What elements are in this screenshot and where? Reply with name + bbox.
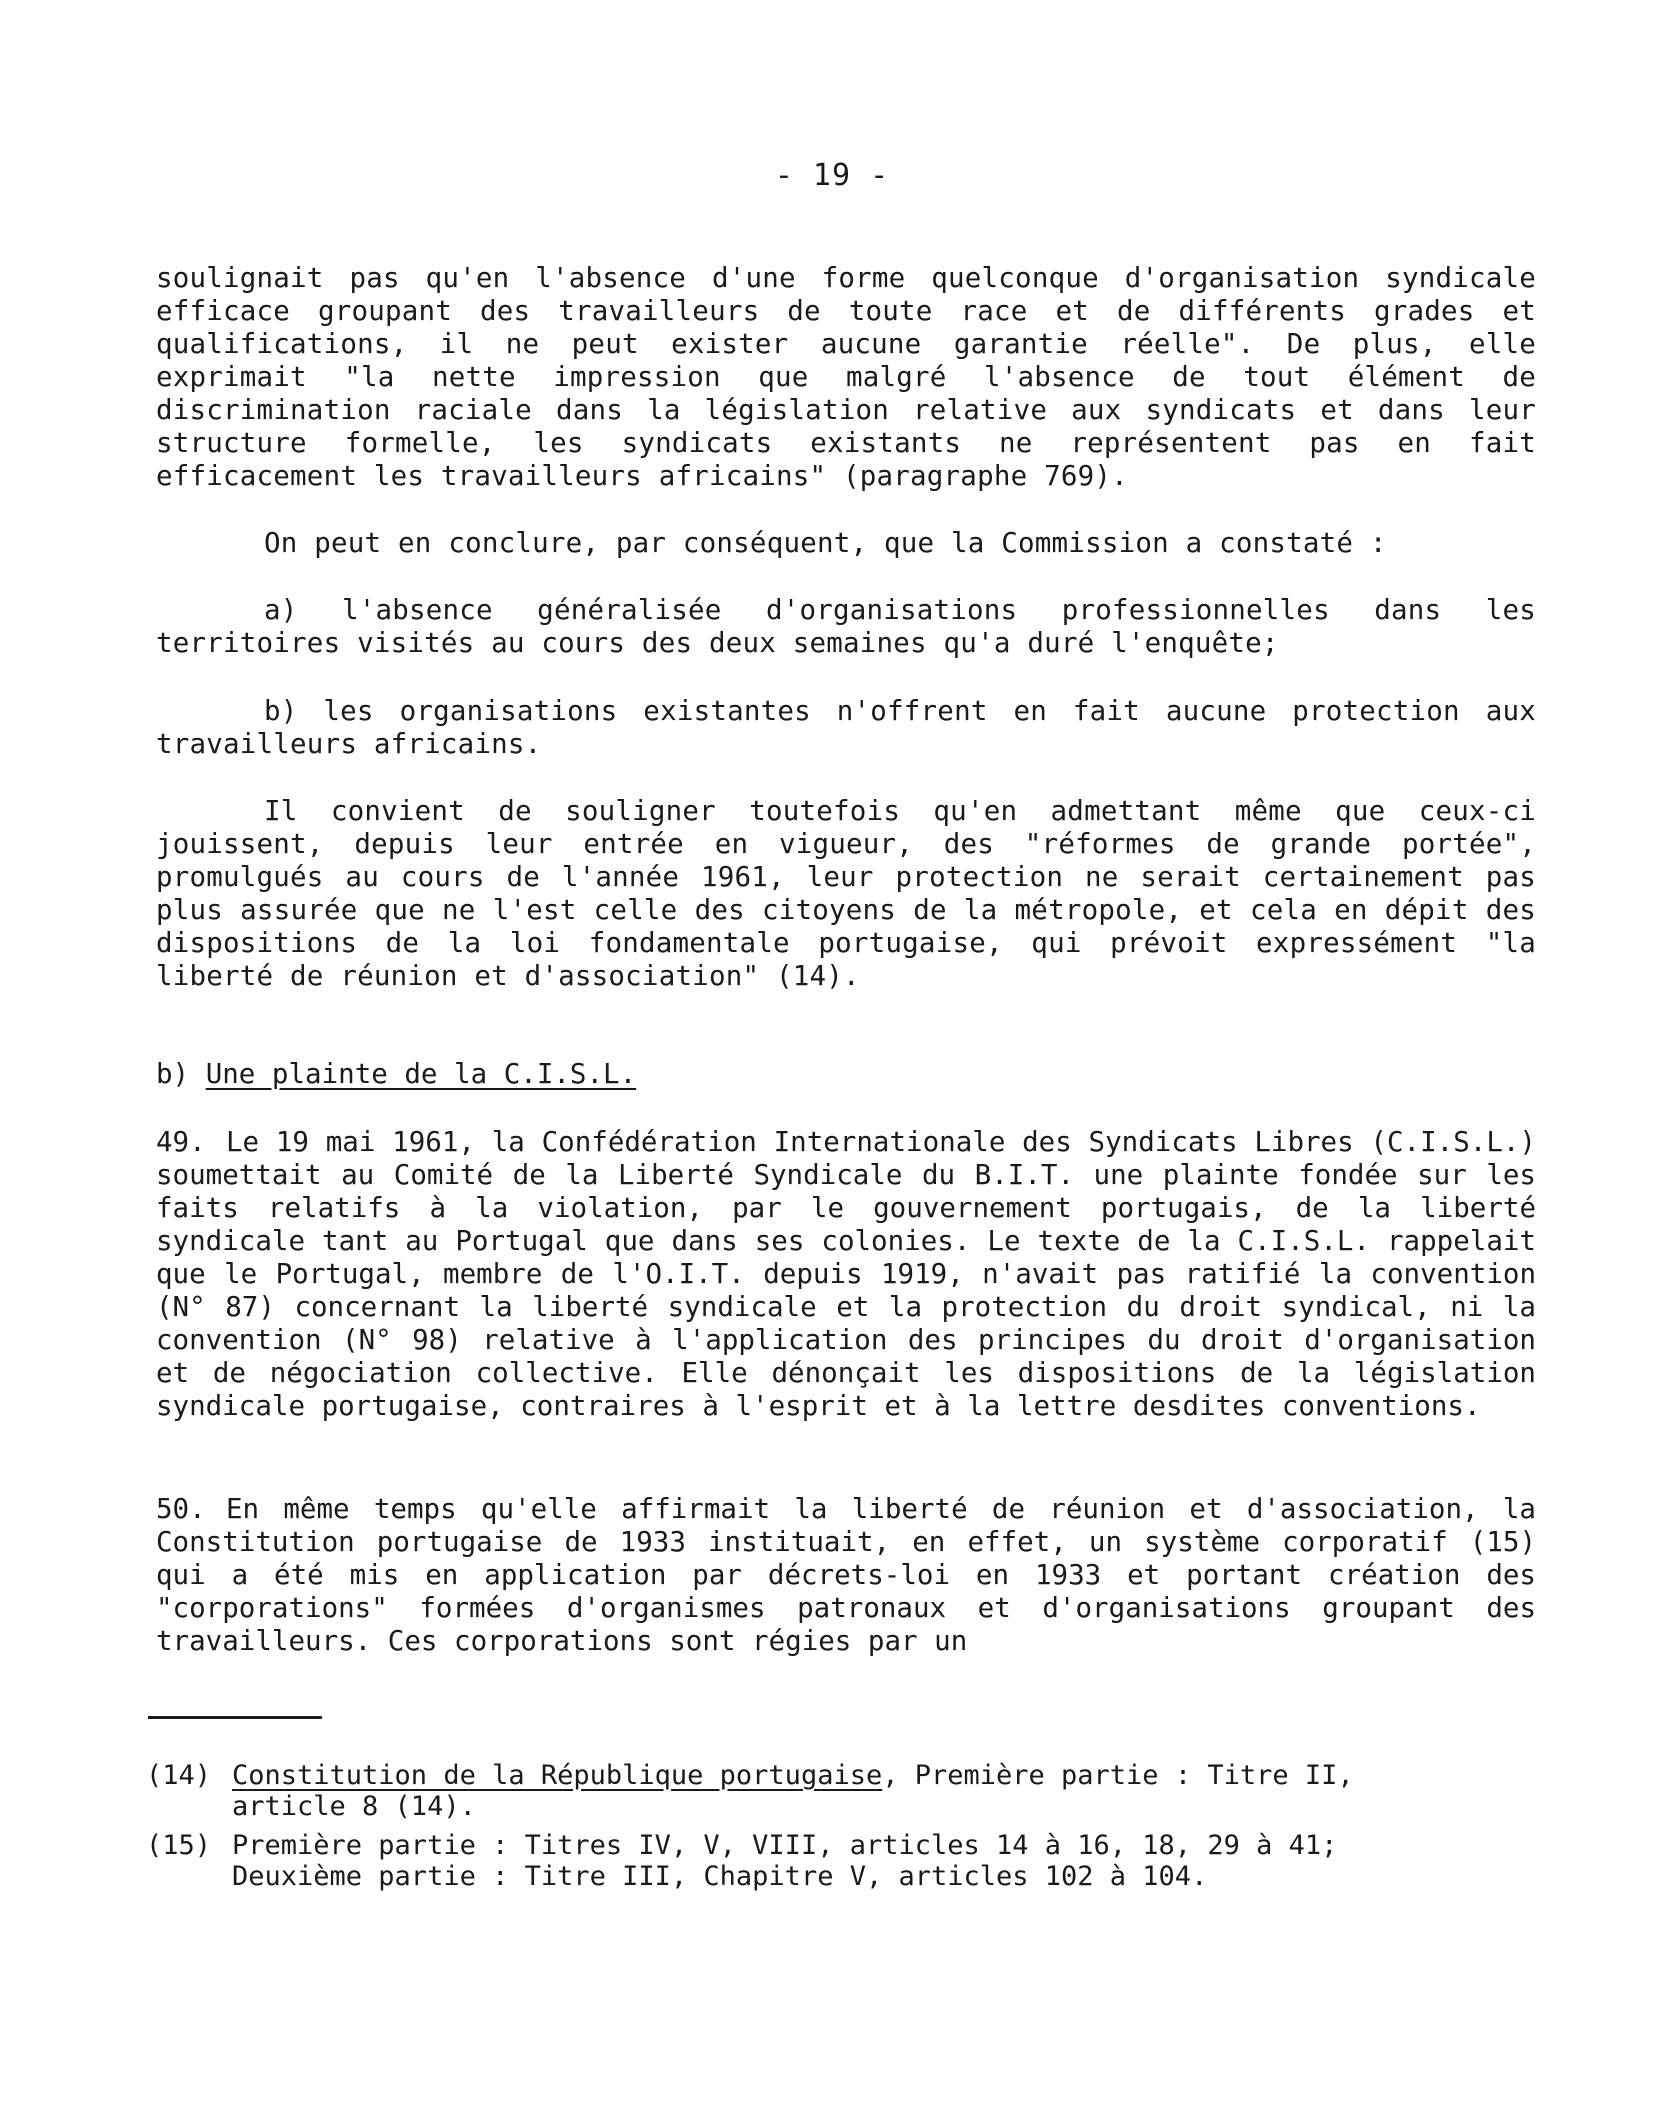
footnote-number: (15): [146, 1830, 212, 1861]
footnote-title: Constitution de la République portugaise: [232, 1760, 883, 1791]
paragraph-text: En même temps qu'elle affirmait la liberté de réunion et d'association, la Constitution portugaise de 1933 instituait, en effet, un système corporatif (15) qui a été mis en application par décrets-loi en 1933 et portant création des "corporations" formées d'organismes patronaux et d'organisations groupant des travailleurs. Ces corporations sont régies par un: [156, 1493, 1536, 1657]
section-letter: b): [156, 1058, 190, 1090]
footnote-continuation: Deuxième partie : Titre III, Chapitre V, articles 102 à 104.: [232, 1861, 1208, 1892]
paragraph-text: Le 19 mai 1961, la Confédération Internationale des Syndicats Libres (C.I.S.L.) soumettait au Comité de la Liberté Syndicale du B.I.T. une plainte fondée sur les faits relatifs à la violation, par le gouvernement portugais, de la liberté syndicale tant au Portugal que dans ses colonies. Le texte de la C.I.S.L. rappelait que le Portugal, membre de l'O.I.T. depuis 1919, n'avait pas ratifié la convention (N° 87) concernant la liberté syndicale et la protection du droit syndical, ni la convention (N° 98) relative à l'application des principes du droit d'organisation et de négociation collective. Elle dénonçait les dispositions de la législation syndicale portugaise, contraires à l'esprit et à la lettre desdites conventions.: [156, 1126, 1536, 1422]
section-heading: [156, 1058, 636, 1091]
footnote-separator: [148, 1716, 322, 1719]
paragraph-reforms: Il convient de souligner toutefois qu'en admettant même que ceux-ci jouissent, depuis leur entrée en vigueur, des "réformes de grande portée", promulgués au cours de l'année 1961, leur protection ne serait certainement pas plus assurée que ne l'est celle des citoyens de la métropole, et cela en dépit des dispositions de la loi fondamentale portugaise, qui prévoit expressément "la liberté de réunion et d'association" (14).: [156, 795, 1536, 992]
paragraph-continuation: soulignait pas qu'en l'absence d'une forme quelconque d'organisation syndicale efficace groupant des travailleurs de toute race et de différents grades et qualifications, il ne peut exister aucune garantie réelle". De plus, elle exprimait "la nette impression que malgré l'absence de tout élément de discrimination raciale dans la législation relative aux syndicats et dans leur structure formelle, les syndicats existants ne représentent pas en fait efficacement les travailleurs africains" (paragraphe 769).: [156, 262, 1536, 492]
page-number: - 19 -: [774, 158, 890, 193]
footnote-number: (14): [146, 1760, 212, 1791]
footnote-text: , Première partie : Titre II,: [882, 1760, 1354, 1791]
numbered-paragraph-50: [156, 1493, 1536, 1658]
numbered-paragraph-49: [156, 1126, 1536, 1423]
paragraph-number: 50.: [156, 1493, 206, 1525]
footnote-text: Première partie : Titres IV, V, VIII, articles 14 à 16, 18, 29 à 41;: [232, 1830, 1338, 1861]
footnote-14: [146, 1760, 1476, 1822]
paragraph-number: 49.: [156, 1126, 206, 1158]
section-title: Une plainte de la C.I.S.L.: [205, 1058, 637, 1090]
paragraph-conclusion: On peut en conclure, par conséquent, que la Commission a constaté :: [264, 527, 1387, 559]
footnote-continuation: article 8 (14).: [232, 1791, 476, 1822]
list-item-b: b) les organisations existantes n'offrent en fait aucune protection aux travailleurs africains.: [156, 695, 1536, 760]
footnote-15: [146, 1830, 1476, 1892]
list-item-a: a) l'absence généralisée d'organisations professionnelles dans les territoires visités au cours des deux semaines qu'a duré l'enquête;: [156, 594, 1536, 659]
